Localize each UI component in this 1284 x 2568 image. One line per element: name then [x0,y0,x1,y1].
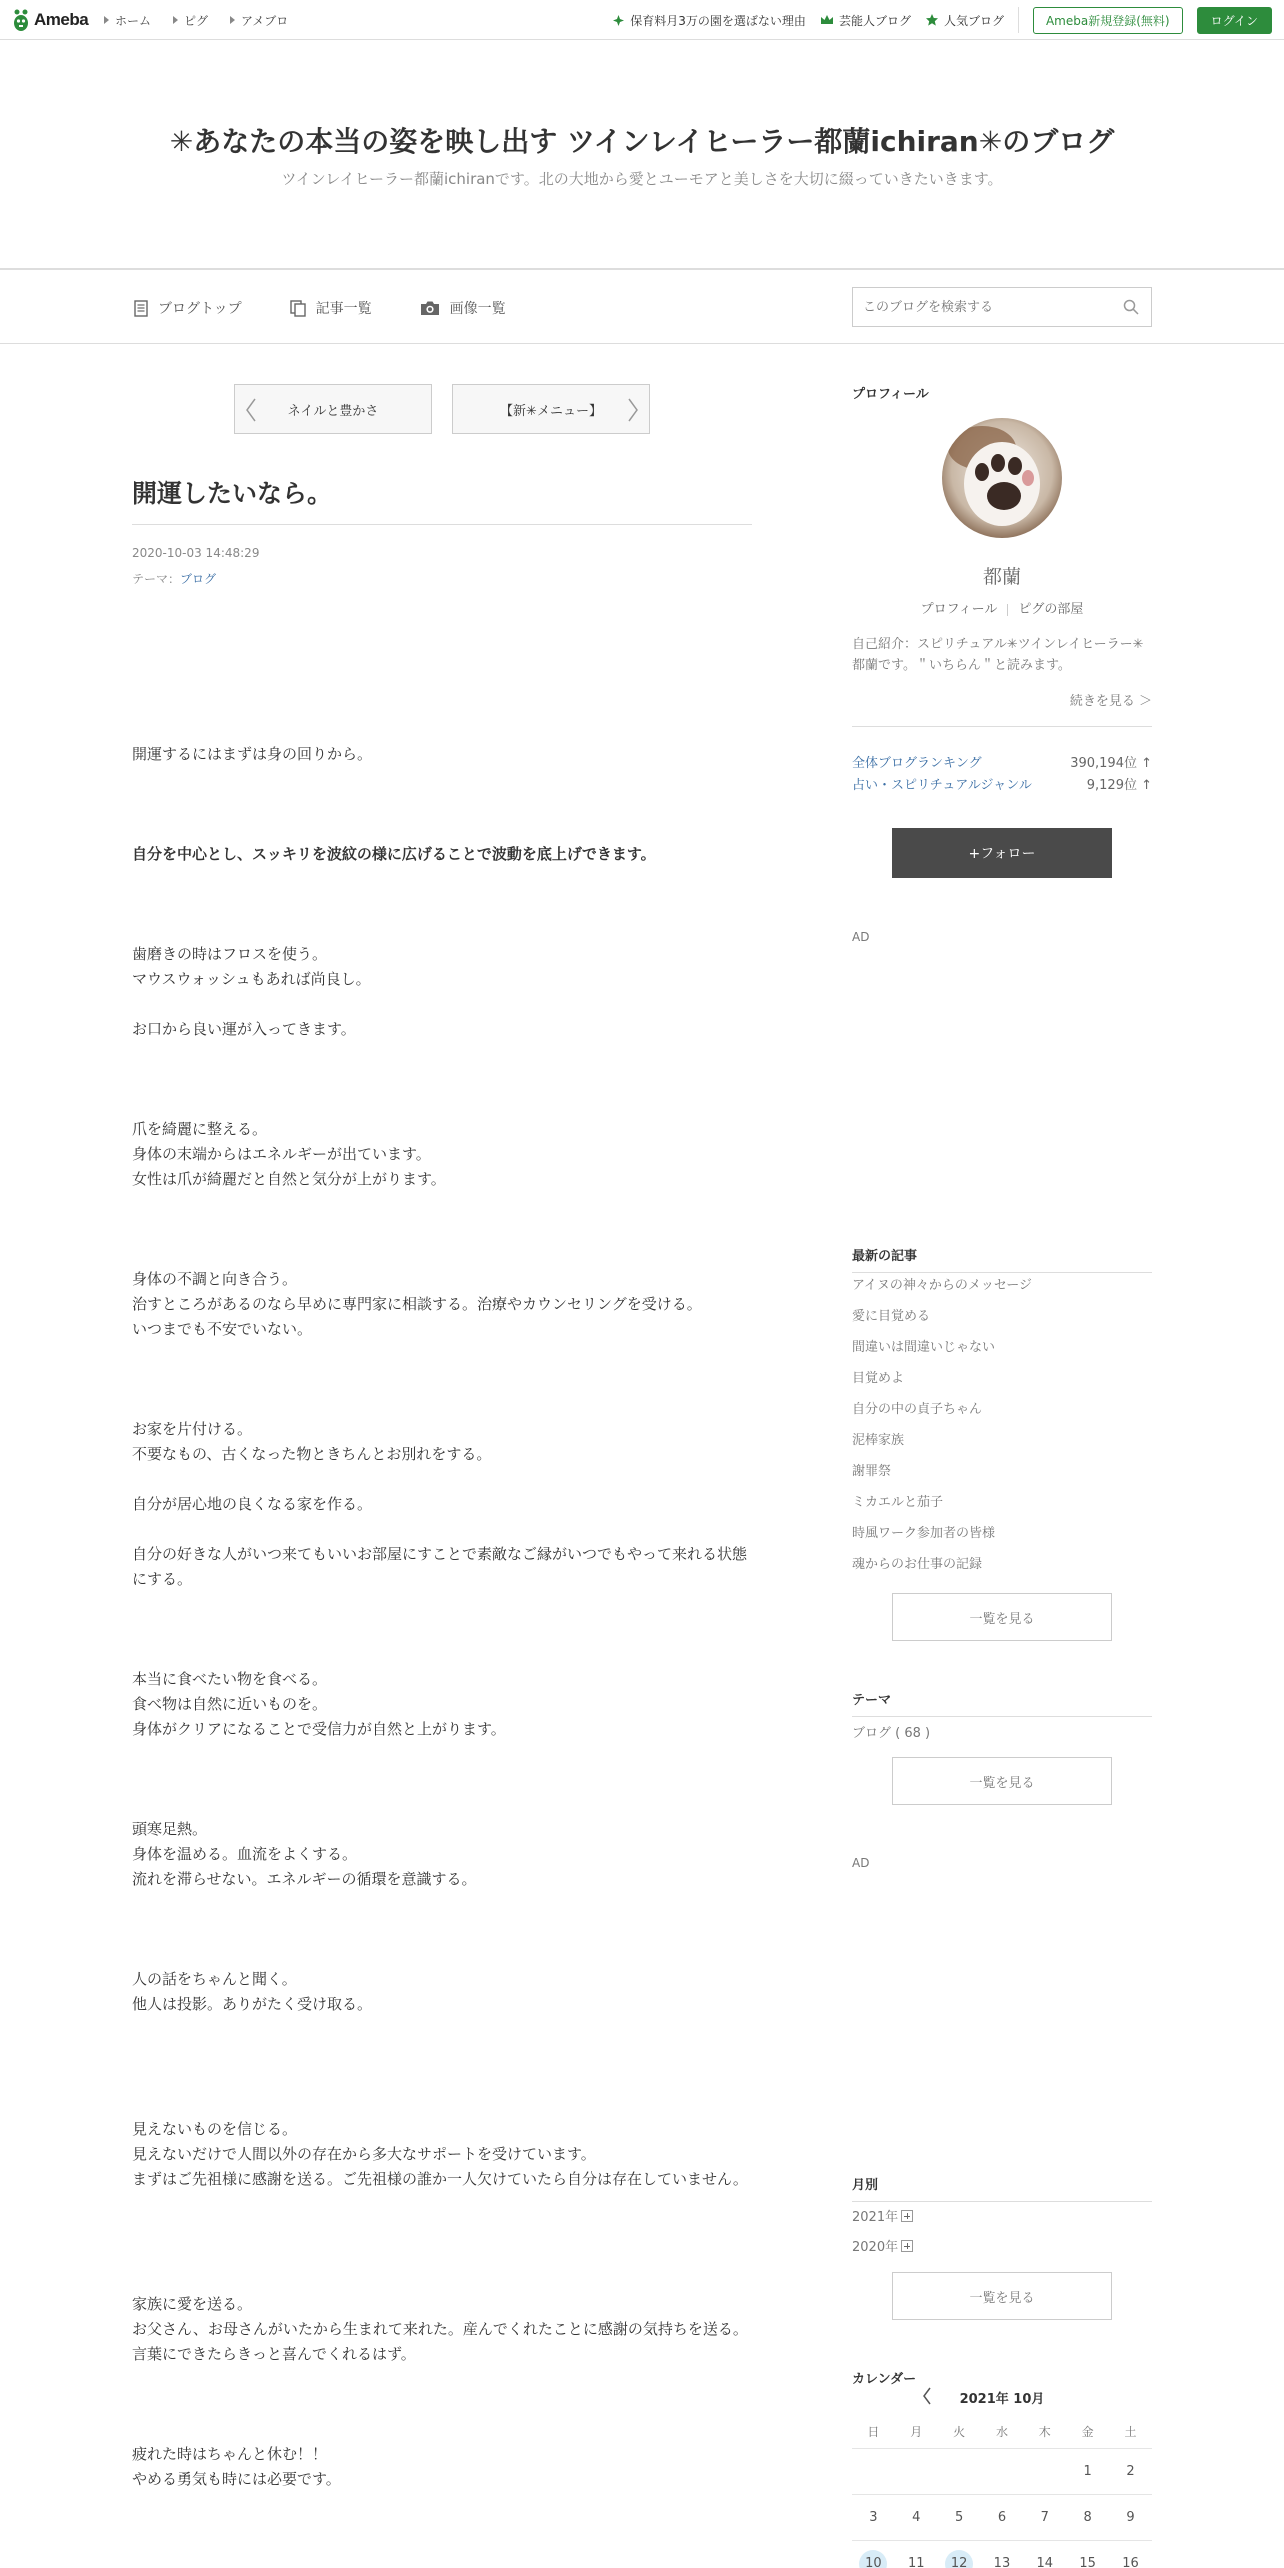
popular-blog-label: 人気ブログ [943,13,1004,28]
calendar-day-number: 1 [1083,2464,1092,2479]
calendar-day-number: 10 [859,2550,887,2568]
month-2020-label: 2020年 [852,2240,899,2255]
cat-paw-avatar [942,418,1062,538]
recent-article-link[interactable]: アイヌの神々からのメッセージ [852,1278,1033,1293]
ad-label: AD [852,930,870,944]
calendar-day [895,2448,938,2494]
calendar-day[interactable] [938,2540,981,2568]
ranking-overall-link[interactable]: 全体ブログランキング [852,756,982,771]
calendar-dow: 火 [953,2425,966,2439]
clover-icon [612,14,625,27]
theme-heading: テーマ [852,1689,1152,1717]
article-paragraph: 頭寒足熱。 身体を温める。血流をよくする。 流れを滞らせない。エネルギーの循環を意識する。 [132,1820,477,1888]
star-icon [925,13,939,27]
calendar-day[interactable] [1023,2540,1066,2568]
profile-name[interactable]: 都蘭 [982,566,1021,588]
calendar-day [852,2448,895,2494]
avatar[interactable] [942,418,1062,538]
theme-item-link[interactable]: ブログ ( 68 ) [852,1726,931,1741]
nav-home-label: ホーム [115,13,152,28]
popular-blog-link[interactable] [925,12,1004,29]
title-divider [132,524,752,525]
next-article-label: 【新✳︎メニュー】 [500,403,602,419]
pigg-room-link[interactable]: ピグの部屋 [1018,602,1084,617]
recent-more-button[interactable]: 一覧を見る [892,1593,1112,1641]
calendar-day-number: 3 [869,2510,878,2525]
copy-icon [290,300,306,317]
calendar-day[interactable] [852,2540,895,2568]
follow-button[interactable]: +フォロー [892,828,1112,878]
article-date: 2020-10-03 14:48:29 [132,546,260,560]
ameba-logo[interactable] [12,8,88,32]
theme-link[interactable]: ブログ [180,572,217,586]
prev-article-button[interactable] [234,384,432,434]
calendar-day[interactable] [1109,2448,1152,2494]
logo-text: Ameba [34,10,89,29]
recent-article-link[interactable]: 魂からのお仕事の記録 [852,1557,983,1572]
article-paragraph: 身体の不調と向き合う。 治すところがあるのなら早めに専門家に相談する。治療やカウンセリングを受ける。 いつまでも不安でいない。 [132,1270,702,1338]
document-icon [134,300,148,317]
ameba-mascot-icon [12,8,30,32]
search-input[interactable] [853,288,1103,326]
nav-ameblo-label: アメブロ [241,13,289,28]
recent-article-link[interactable]: 泥棒家族 [852,1433,905,1448]
celebrity-blog-label: 芸能人ブログ [838,13,911,28]
calendar-dow: 日 [867,2425,880,2439]
article-paragraph: 自分が居心地の良くなる家を作る。 [132,1495,373,1513]
recent-article-link[interactable]: 自分の中の貞子ちゃん [852,1402,983,1417]
profile-link[interactable]: プロフィール [920,602,998,617]
expand-plus-icon[interactable] [901,2210,913,2222]
monthly-more-button[interactable]: 一覧を見る [892,2272,1112,2320]
triangle-right-icon [173,16,178,24]
monthly-heading: 月別 [852,2174,1152,2202]
calendar-day-number: 6 [997,2510,1007,2525]
calendar-heading: カレンダー [852,2372,917,2387]
nav-home[interactable] [104,12,151,29]
article-paragraph: 人の話をちゃんと聞く。 他人は投影。ありがたく受け取る。 [132,1970,373,2013]
calendar-day [1023,2448,1066,2494]
calendar-day[interactable] [895,2540,938,2568]
theme-more-button[interactable]: 一覧を見る [892,1757,1112,1805]
ranking-genre-link[interactable]: 占い・スピリチュアルジャンル [852,778,1032,793]
celebrity-blog-link[interactable] [820,12,911,29]
recent-article-link[interactable]: 目覚めよ [852,1371,905,1386]
recent-heading: 最新の記事 [852,1245,1152,1273]
calendar-day-number: 9 [1126,2510,1135,2525]
calendar-day [981,2448,1024,2494]
calendar-day[interactable] [1066,2540,1109,2568]
calendar-week-row [852,2494,1152,2540]
calendar-week-row [852,2540,1152,2568]
chevron-left-icon [245,398,257,422]
calendar-dow: 金 [1081,2425,1094,2439]
article-paragraph: 爪を綺麗に整える。 身体の末端からはエネルギーが出ています。 女性は爪が綺麗だと自然と気分が上がります。 [132,1120,446,1188]
calendar-month: 2021年 10月 [959,2392,1045,2407]
expand-plus-icon[interactable] [901,2240,913,2252]
blog-search [852,287,1152,327]
nav-pigg-label: ピグ [184,13,209,28]
calendar-day-number: 12 [945,2550,973,2568]
calendar-day-number: 14 [1036,2556,1054,2568]
global-header [0,0,1284,40]
ranking-overall [852,752,1152,771]
global-nav [104,0,288,40]
profile-links [852,598,1152,617]
divider [1018,7,1019,33]
calendar-week-row [852,2448,1152,2494]
calendar-day-number: 2 [1126,2464,1135,2479]
month-2021[interactable] [852,2206,913,2225]
blog-nav-items [134,272,506,344]
article-paragraph: 開運するにはまずは身の回りから。 [132,745,373,763]
calendar-dow: 木 [1038,2425,1051,2439]
article-list-label: 記事一覧 [315,301,372,317]
login-button[interactable]: ログイン [1197,7,1272,34]
calendar-grid [852,2416,1152,2568]
triangle-right-icon [230,16,235,24]
calendar-dow: 水 [995,2425,1008,2439]
calendar-day-number: 4 [912,2510,921,2525]
month-2021-label: 2021年 [852,2210,899,2225]
calendar-day-number: 8 [1083,2510,1092,2525]
ranking-overall-value: 390,194位 ↑ [1070,756,1152,771]
blog-title[interactable]: ✳︎あなたの本当の姿を映し出す ツインレイヒーラー都蘭ichiran✳︎のブログ [169,125,1115,158]
calendar-day[interactable] [981,2540,1024,2568]
prev-article-label: ネイルと豊かさ [287,403,379,419]
blog-top-label: ブログトップ [158,301,242,317]
calendar-day[interactable] [852,2494,895,2540]
calendar-day-number: 11 [907,2556,925,2568]
calendar-day[interactable] [938,2494,981,2540]
calendar-day-number: 5 [954,2510,964,2525]
calendar-dow-row [852,2416,1152,2448]
article-list-link[interactable] [290,298,372,318]
crown-icon [820,14,834,26]
ranking-genre-value: 9,129位 ↑ [1086,778,1152,793]
divider [1007,604,1008,616]
article-paragraph: 見えないものを信じる。 見えないだけで人間以外の存在から多大なサポートを受けています。 まずはご先祖様に感謝を送る。ご先祖様の誰か一人欠けていたら自分は存在していません。 [132,2120,748,2188]
calendar-day[interactable] [1066,2494,1109,2540]
profile-bio: 自己紹介：スピリチュアル✳︎ツインレイヒーラー✳︎都蘭です。＂いちらん＂と読みます。 [852,637,1144,673]
next-article-button[interactable] [452,384,650,434]
calendar-nav [852,2384,1152,2410]
calendar-day[interactable] [895,2494,938,2540]
calendar-day-number: 16 [1122,2556,1139,2568]
recent-article-link[interactable]: ミカエルと茄子 [852,1495,944,1510]
article-paragraph: 自分を中心とし、スッキリを波紋の様に広げることで波動を底上げできます。 [132,845,656,863]
article-paragraph: 本当に食べたい物を食べる。 食べ物は自然に近いものを。 身体がクリアになることで受信力が自然と上がります。 [132,1670,506,1738]
theme-label: テーマ： [132,572,181,586]
blog-top-link[interactable] [134,298,242,318]
article-paragraph: お口から良い運が入ってきます。 [132,1020,356,1038]
calendar-day [938,2448,981,2494]
nav-ameblo[interactable] [230,12,288,29]
nav-pigg[interactable] [173,12,208,29]
recent-article-link[interactable]: 愛に目覚める [852,1309,931,1324]
blog-header [0,40,1284,270]
image-list-label: 画像一覧 [449,301,506,317]
article-paragraph: 疲れた時はちゃんと休む！！ やめる勇気も時には必要です。 [132,2445,341,2488]
promo-label: 保育料月3万の園を選ばない理由 [630,13,806,28]
recent-article-link[interactable]: 謝罪祭 [852,1464,892,1479]
header-right [612,0,1272,40]
article-title: 開運したいなら。 [132,479,333,508]
profile-more-link[interactable]: 続きを見る ＞ [1069,694,1152,709]
camera-icon [420,300,440,316]
profile-heading: プロフィール [852,387,929,402]
blog-nav [0,272,1284,344]
ad-label: AD [852,1856,870,1870]
promo-link[interactable] [612,12,806,29]
divider [852,726,1152,727]
month-2020[interactable] [852,2236,913,2255]
calendar-day-number: 7 [1040,2510,1049,2525]
blog-description: ツインレイヒーラー都蘭ichiranです。北の大地から愛とユーモアと美しさを大切に綴っていきたいきます。 [281,170,1003,188]
calendar-dow: 月 [910,2425,923,2439]
ranking-genre [852,774,1152,793]
article-paragraph: お家を片付ける。 不要なもの、古くなった物ときちんとお別れをする。 [132,1420,492,1463]
article-paragraph: 家族に愛を送る。 お父さん、お母さんがいたから生まれて来れた。産んでくれたことに感謝の気持ちを送る。言葉にできたらきっと喜んでくれるはず。 [132,2295,748,2363]
calendar-day[interactable] [1109,2540,1152,2568]
article-theme [132,570,216,587]
calendar-day-number: 15 [1079,2556,1096,2568]
calendar-day[interactable] [1109,2494,1152,2540]
triangle-right-icon [104,16,109,24]
search-icon[interactable] [1123,299,1139,315]
calendar-dow: 土 [1124,2425,1137,2439]
calendar-day[interactable] [1066,2448,1109,2494]
article-paragraph: 歯磨きの時はフロスを使う。 マウスウォッシュもあれば尚良し。 [132,945,371,988]
calendar-day[interactable] [981,2494,1024,2540]
article-paragraph: 自分の好きな人がいつ来てもいいお部屋にすことで素敵なご縁がいつでもやって来れる状態にする。 [132,1545,748,1588]
recent-article-link[interactable]: 間違いは間違いじゃない [852,1340,996,1355]
calendar-day[interactable] [1023,2494,1066,2540]
image-list-link[interactable] [420,298,506,318]
recent-article-link[interactable]: 時風ワーク参加者の皆様 [852,1526,996,1541]
register-button[interactable]: Ameba新規登録(無料) [1033,7,1183,34]
recent-articles-list [852,1274,1152,1584]
chevron-right-icon [627,398,639,422]
calendar-day-number: 13 [993,2556,1011,2568]
